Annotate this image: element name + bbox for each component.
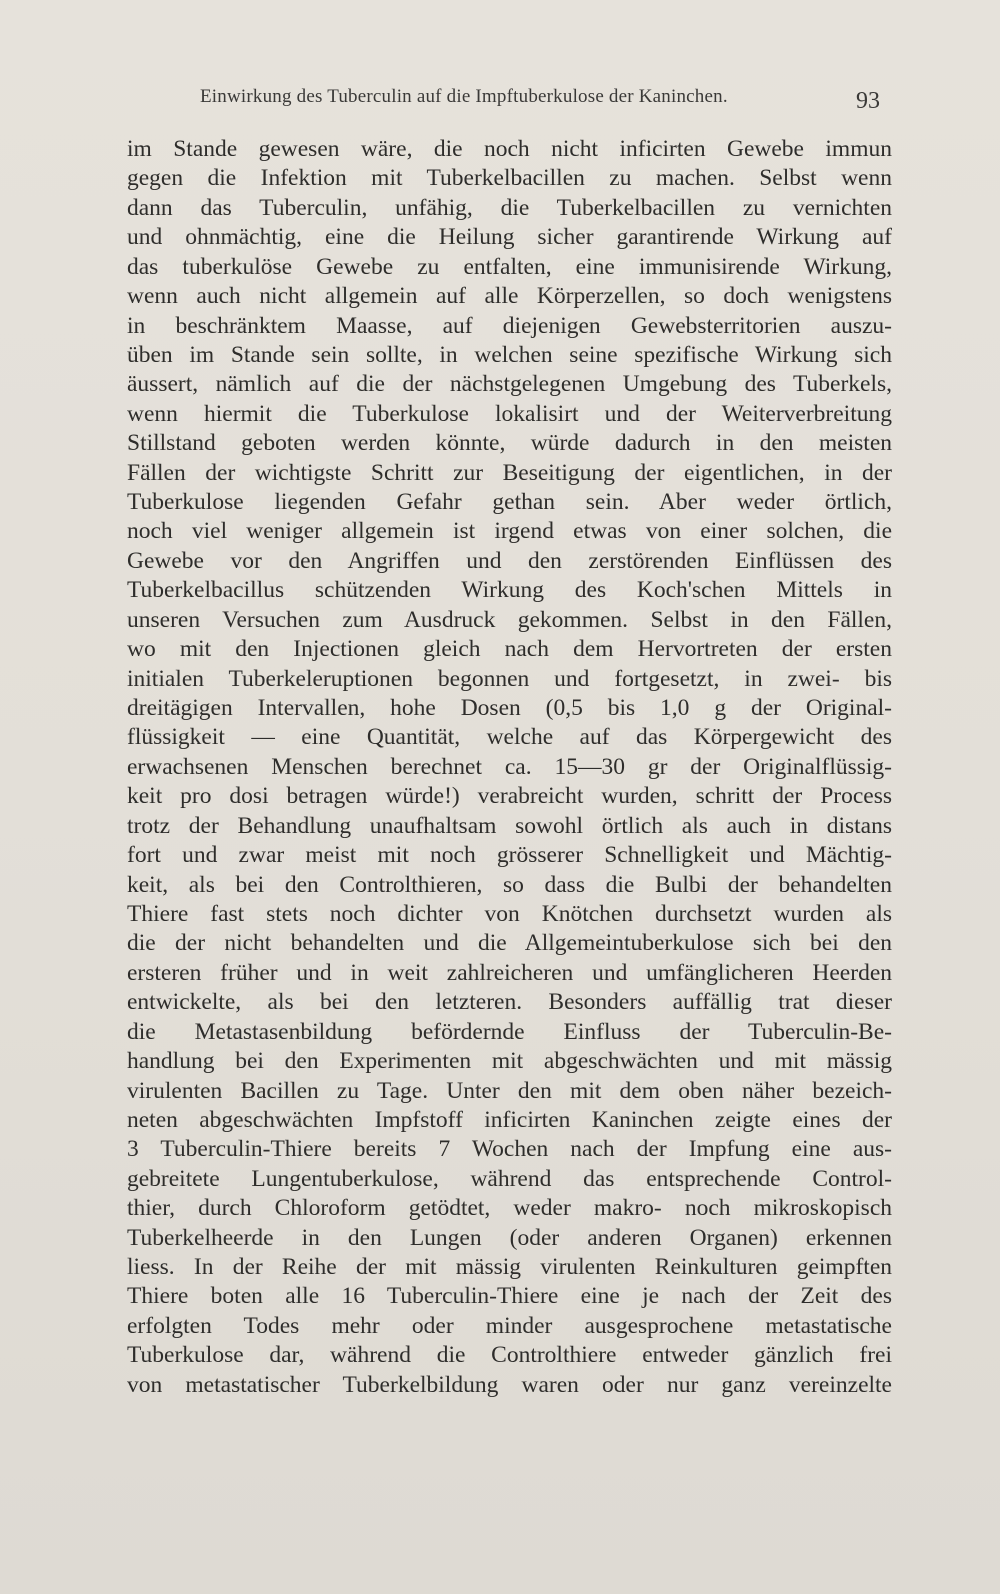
text-line: von metastatischer Tuberkelbildung waren oder nur ganz vereinzelte [127, 1371, 892, 1398]
text-line: und ohnmächtig, eine die Heilung sicher garantirende Wirkung auf [127, 224, 892, 251]
text-line: gebreitete Lungentuberkulose, während das entsprechende Control- [127, 1165, 892, 1192]
text-line: gegen die Infektion mit Tuberkelbacillen zu machen. Selbst wenn [127, 165, 892, 192]
text-line: Thiere fast stets noch dichter von Knötchen durchsetzt wurden als [127, 900, 892, 927]
text-line: keit pro dosi betragen würde!) verabreicht wurden, schritt der Process [127, 783, 892, 810]
text-line: ersteren früher und in weit zahlreicheren und umfänglicheren Heerden [127, 959, 892, 986]
text-line: Tuberkelbacillus schützenden Wirkung des Koch'schen Mittels in [127, 577, 892, 604]
text-line: handlung bei den Experimenten mit abgeschwächten und mit mässig [127, 1048, 892, 1075]
text-line: Fällen der wichtigste Schritt zur Beseitigung der eigentlichen, in der [127, 459, 892, 486]
text-line: entwickelte, als bei den letzteren. Besonders auffällig trat dieser [127, 989, 892, 1016]
text-line: Tuberkulose dar, während die Controlthiere entweder gänzlich frei [127, 1342, 892, 1369]
running-head: Einwirkung des Tuberculin auf die Impftuberkulose der Kaninchen. [200, 86, 728, 107]
text-line: Stillstand geboten werden könnte, würde dadurch in den meisten [127, 430, 892, 457]
text-line: Gewebe vor den Angriffen und den zerstörenden Einflüssen des [127, 547, 892, 574]
text-line: Tuberkelheerde in den Lungen (oder anderen Organen) erkennen [127, 1224, 892, 1251]
text-line: 3 Tuberculin-Thiere bereits 7 Wochen nach der Impfung eine aus- [127, 1136, 892, 1163]
text-line: dreitägigen Intervallen, hohe Dosen (0,5 bis 1,0 g der Original- [127, 695, 892, 722]
text-line: wenn hiermit die Tuberkulose lokalisirt und der Weiterverbreitung [127, 400, 892, 427]
text-line: unseren Versuchen zum Ausdruck gekommen. Selbst in den Fällen, [127, 606, 892, 633]
text-line: fort und zwar meist mit noch grösserer Schnelligkeit und Mächtig- [127, 842, 892, 869]
text-line: trotz der Behandlung unaufhaltsam sowohl örtlich als auch in distans [127, 812, 892, 839]
text-line: wo mit den Injectionen gleich nach dem Hervortreten der ersten [127, 636, 892, 663]
text-line: keit, als bei den Controlthieren, so dass die Bulbi der behandelten [127, 871, 892, 898]
text-line: flüssigkeit — eine Quantität, welche auf das Körpergewicht des [127, 724, 892, 751]
text-line: Tuberkulose liegenden Gefahr gethan sein. Aber weder örtlich, [127, 489, 892, 516]
text-line: wenn auch nicht allgemein auf alle Körperzellen, so doch wenigstens [127, 283, 892, 310]
text-line: initialen Tuberkeleruptionen begonnen und fortgesetzt, in zwei- bis [127, 665, 892, 692]
text-line: dann das Tuberculin, unfähig, die Tuberkelbacillen zu vernichten [127, 194, 892, 221]
text-line: die der nicht behandelten und die Allgemeintuberkulose sich bei den [127, 930, 892, 957]
text-line: erfolgten Todes mehr oder minder ausgesprochene metastatische [127, 1312, 892, 1339]
text-line: virulenten Bacillen zu Tage. Unter den mit dem oben näher bezeich- [127, 1077, 892, 1104]
text-line: liess. In der Reihe der mit mässig virulenten Reinkulturen geimpften [127, 1254, 892, 1281]
text-line: neten abgeschwächten Impfstoff inficirten Kaninchen zeigte eines der [127, 1106, 892, 1133]
text-line: in beschränktem Maasse, auf diejenigen Gewebsterritorien auszu- [127, 312, 892, 339]
text-line: das tuberkulöse Gewebe zu entfalten, eine immunisirende Wirkung, [127, 253, 892, 280]
text-line: thier, durch Chloroform getödtet, weder makro- noch mikroskopisch [127, 1195, 892, 1222]
text-line: üben im Stande sein sollte, in welchen seine spezifische Wirkung sich [127, 341, 892, 368]
text-line: erwachsenen Menschen berechnet ca. 15—30 gr der Originalflüssig- [127, 753, 892, 780]
text-line: Thiere boten alle 16 Tuberculin-Thiere eine je nach der Zeit des [127, 1283, 892, 1310]
page-number: 93 [856, 88, 880, 114]
text-line: im Stande gewesen wäre, die noch nicht inficirten Gewebe immun [127, 136, 892, 162]
text-line: die Metastasenbildung befördernde Einfluss der Tuberculin-Be- [127, 1018, 892, 1045]
text-line: äussert, nämlich auf die der nächstgelegenen Umgebung des Tuberkels, [127, 371, 892, 398]
text-line: noch viel weniger allgemein ist irgend etwas von einer solchen, die [127, 518, 892, 545]
body-text [127, 135, 892, 1400]
